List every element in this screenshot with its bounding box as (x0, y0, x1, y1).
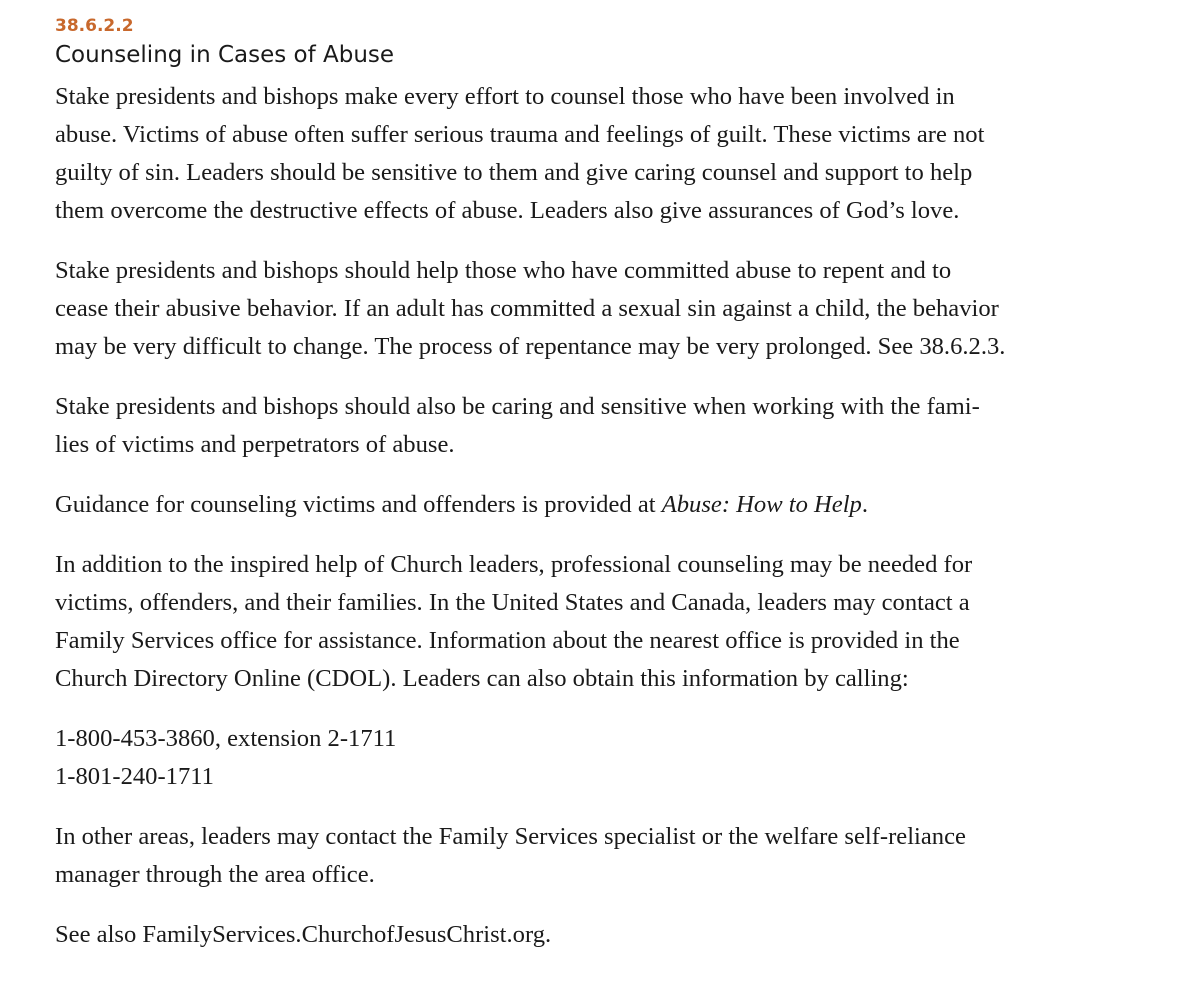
guidance-suffix: . (861, 491, 869, 518)
text-line: abuse. Victims of abuse often suffer serious trauma and feelings of guilt. These victims are not (55, 121, 985, 148)
paragraph-guidance (55, 486, 1165, 524)
text-line: Church Directory Online (CDOL). Leaders can also obtain this information by calling: (55, 665, 909, 692)
text-line: In other areas, leaders may contact the Family Services specialist or the welfare self-reliance (55, 823, 966, 850)
phone-number: 1-801-240-1711 (55, 763, 214, 790)
paragraph-offenders (55, 252, 1165, 366)
section-number: 38.6.2.2 (55, 16, 134, 36)
text-line: them overcome the destructive effects of abuse. Leaders also give assurances of God’s love. (55, 197, 960, 224)
paragraph-families (55, 388, 1165, 464)
text-line: Stake presidents and bishops should also be caring and sensitive when working with the fami- (55, 393, 980, 420)
paragraph-other-areas (55, 818, 1165, 894)
text-line: Family Services office for assistance. Information about the nearest office is provided in the (55, 627, 960, 654)
section-title: Counseling in Cases of Abuse (55, 42, 395, 68)
text-line: victims, offenders, and their families. In the United States and Canada, leaders may contact a (55, 589, 970, 616)
text-line: lies of victims and perpetrators of abuse. (55, 431, 455, 458)
text-line: manager through the area office. (55, 861, 375, 888)
text-line: In addition to the inspired help of Church leaders, professional counseling may be needed for (55, 551, 973, 578)
phone-number: 1-800-453-3860, extension 2-1711 (55, 725, 397, 752)
text-line: Stake presidents and bishops make every effort to counsel those who have been involved in (55, 83, 955, 110)
abuse-how-to-help-link[interactable]: Abuse: How to Help (661, 491, 862, 518)
see-also-text: See also FamilyServices.ChurchofJesusChrist.org. (55, 921, 552, 948)
text-line: Stake presidents and bishops should help those who have committed abuse to repent and to (55, 257, 952, 284)
phone-numbers (55, 720, 1165, 796)
article (55, 14, 1165, 954)
paragraph-counsel-victims (55, 78, 1165, 230)
text-line (55, 486, 1165, 524)
guidance-prefix: Guidance for counseling victims and offenders is provided at (55, 491, 662, 518)
see-also (55, 916, 1165, 954)
paragraph-professional-counseling (55, 546, 1165, 698)
text-line: may be very difficult to change. The process of repentance may be very prolonged. See 38.6.2.3. (55, 333, 1006, 360)
text-line: cease their abusive behavior. If an adult has committed a sexual sin against a child, the behavior (55, 295, 999, 322)
text-line: guilty of sin. Leaders should be sensitive to them and give caring counsel and support to help (55, 159, 973, 186)
